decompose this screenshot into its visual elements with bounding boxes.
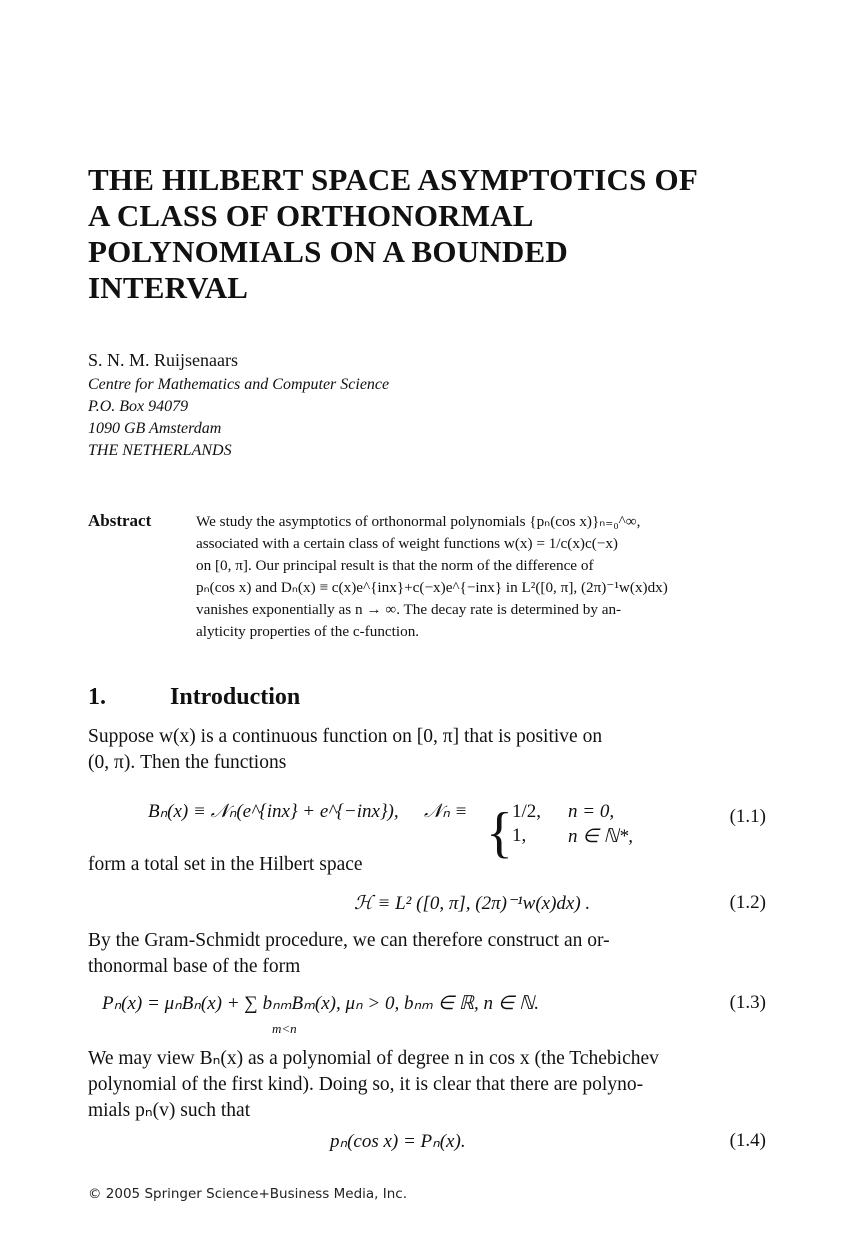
- equation-1-1-lhs: Bₙ(x) ≡ 𝒩ₙ(e^{inx} + e^{−inx}),: [148, 801, 399, 822]
- paragraph-line: thonormal base of the form: [88, 956, 301, 977]
- paragraph-4: [88, 1046, 768, 1124]
- case-2-value: 1,: [512, 825, 527, 846]
- title-line: A CLASS OF ORTHONORMAL: [88, 198, 534, 233]
- equation-number: (1.1): [729, 806, 766, 827]
- equation-1-4: pₙ(cos x) = Pₙ(x).: [330, 1131, 466, 1152]
- paper-title: [88, 162, 788, 306]
- paragraph-2: form a total set in the Hilbert space: [88, 854, 363, 875]
- abstract-body: [196, 511, 768, 643]
- case-2-condition: n ∈ ℕ*,: [568, 826, 634, 847]
- author-name: S. N. M. Ruijsenaars: [88, 350, 238, 370]
- paragraph-line: polynomial of the first kind). Doing so, it is clear that there are polyno-: [88, 1074, 644, 1095]
- case-1-value: 1/2,: [512, 801, 542, 822]
- abstract-line: alyticity properties of the c-function.: [196, 623, 420, 640]
- affiliation-line: P.O. Box 94079: [88, 398, 189, 415]
- title-line: POLYNOMIALS ON A BOUNDED: [88, 234, 568, 269]
- copyright-footer: © 2005 Springer Science+Business Media, Inc.: [88, 1186, 407, 1202]
- equation-number: (1.4): [729, 1130, 766, 1151]
- paragraph-line: Suppose w(x) is a continuous function on [0, π] that is positive on: [88, 726, 603, 747]
- equation-1-1-norm: 𝒩ₙ ≡: [424, 801, 468, 822]
- abstract-line: vanishes exponentially as n → ∞. The decay rate is determined by an-: [196, 601, 622, 618]
- abstract-label: Abstract: [88, 511, 152, 530]
- paragraph-3: [88, 928, 768, 980]
- case-1-condition: n = 0,: [568, 801, 615, 822]
- paragraph-1: [88, 724, 768, 776]
- left-brace-glyph: {: [486, 802, 513, 864]
- sum-index: m<n: [272, 1021, 297, 1036]
- paragraph-line: We may view Bₙ(x) as a polynomial of degree n in cos x (the Tchebichev: [88, 1048, 659, 1069]
- affiliation-line: Centre for Mathematics and Computer Science: [88, 376, 390, 393]
- paragraph-line: By the Gram-Schmidt procedure, we can therefore construct an or-: [88, 930, 610, 951]
- equation-1-3: Pₙ(x) = μₙBₙ(x) + ∑ bₙₘBₘ(x), μₙ > 0, bₙₘ ∈ ℝ, n ∈ ℕ.: [102, 993, 539, 1014]
- abstract-line: pₙ(cos x) and Dₙ(x) ≡ c(x)e^{inx}+c(−x)e^{−inx} in L²([0, π], (2π)⁻¹w(x)dx): [196, 579, 668, 596]
- abstract-line: associated with a certain class of weight functions w(x) = 1/c(x)c(−x): [196, 535, 618, 552]
- equation-number: (1.3): [729, 992, 766, 1013]
- paragraph-line: (0, π). Then the functions: [88, 752, 287, 773]
- author-affiliation: [88, 374, 389, 462]
- abstract-line: on [0, π]. Our principal result is that the norm of the difference of: [196, 557, 594, 574]
- affiliation-line: 1090 GB Amsterdam: [88, 420, 222, 437]
- paragraph-line: mials pₙ(v) such that: [88, 1100, 251, 1121]
- section-title: Introduction: [170, 684, 301, 710]
- title-line: THE HILBERT SPACE ASYMPTOTICS OF: [88, 162, 698, 197]
- section-number: 1.: [88, 684, 106, 710]
- equation-1-2: ℋ ≡ L² ([0, π], (2π)⁻¹w(x)dx) .: [354, 893, 591, 914]
- title-line: INTERVAL: [88, 270, 249, 305]
- affiliation-line: THE NETHERLANDS: [88, 442, 232, 459]
- equation-number: (1.2): [729, 892, 766, 913]
- abstract-line: We study the asymptotics of orthonormal polynomials {pₙ(cos x)}ₙ₌₀^∞,: [196, 513, 641, 530]
